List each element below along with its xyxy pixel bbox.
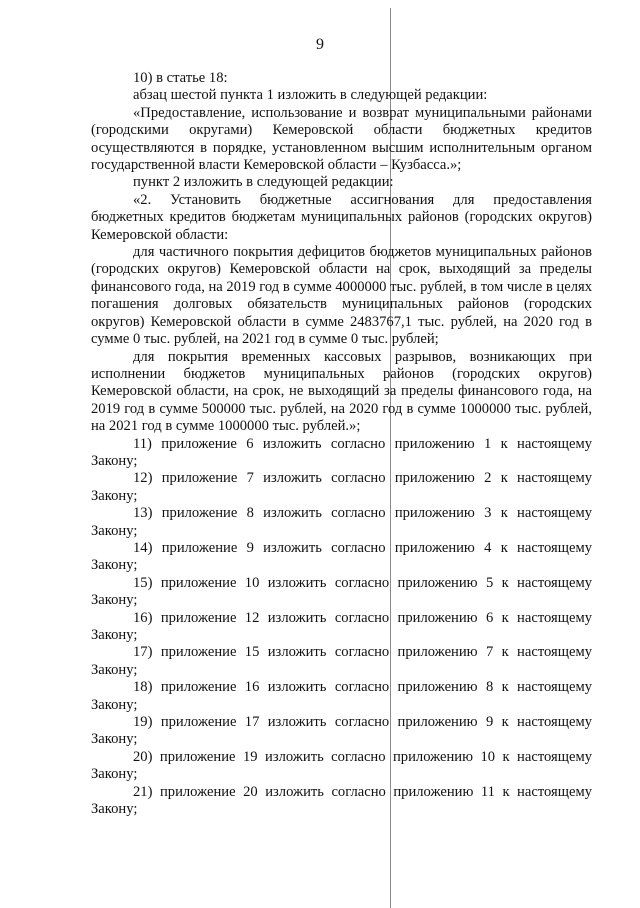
list-item-tail: Закону;: [91, 627, 138, 643]
paragraph-cash-gap-credits: для покрытия временных кассовых разрывов, возникающих при исполнении бюджетов муниципальных районов (городских округов) Кемеровской области, на срок, не выходящий за пределы финансового года, на 2019 год в сумме 500000 тыс. рублей, на 2020 год в сумме 1000000 тыс. рублей, на 2021 год в сумме 1000000 тыс. рублей.»;: [91, 348, 592, 435]
paragraph-article-18-heading: 10) в статье 18:: [133, 70, 228, 86]
paragraph-clause-6-text: «Предоставление, использование и возврат муниципальными районами (городскими округами) Кемеровской области бюджетных кредитов осуществляются в порядке, установленном высшим исполнительным органом государственной власти Кемеровской области – Кузбасса.»;: [91, 104, 592, 174]
list-item-line: 21) приложение 20 изложить согласно приложению 11 к настоящему: [133, 783, 592, 800]
list-item-tail: Закону;: [91, 696, 138, 713]
list-item: [91, 436, 592, 471]
list-item-line: 15) приложение 10 изложить согласно приложению 5 к настоящему: [133, 574, 592, 591]
paragraph-point-2-text: «2. Установить бюджетные ассигнования для предоставления бюджетных кредитов бюджетам муниципальных районов (городских округов) Кемеровской области:: [91, 191, 592, 243]
list-item: [91, 470, 592, 505]
list-item: [91, 749, 592, 784]
list-item-tail: Закону;: [91, 452, 138, 469]
list-item-line: 18) приложение 16 изложить согласно приложению 8 к настоящему: [133, 679, 592, 696]
document-body: [91, 70, 592, 818]
list-item-line: 19) приложение 17 изложить согласно приложению 9 к настоящему: [133, 714, 592, 731]
list-item-tail: Закону;: [91, 731, 138, 748]
list-item-line: 13) приложение 8 изложить согласно приложению 3 к настоящему: [133, 505, 592, 522]
paragraph-deficit-credits: для частичного покрытия дефицитов бюджетов муниципальных районов (городских округов) Кемеровской области на срок, выходящий за пределы финансового года, на 2019 год в сумме 4000000 тыс. рублей, в том числе в целях погашения долговых обязательств муниципальных районов (городских округов) Кемеровской области в сумме 2483767,1 тыс. рублей, на 2020 год в сумме 0 тыс. рублей, на 2021 год в сумме 0 тыс. рублей;: [91, 244, 592, 348]
amendment-list: [91, 436, 592, 819]
list-item-line: 20) приложение 19 изложить согласно приложению 10 к настоящему: [133, 748, 592, 765]
list-item: [91, 540, 592, 575]
list-item: [91, 644, 592, 679]
list-item: [91, 575, 592, 610]
paragraph-clause-6-intro: абзац шестой пункта 1 изложить в следующей редакции:: [133, 87, 488, 104]
list-item-tail: Закону;: [91, 661, 138, 678]
list-item: [91, 784, 592, 819]
list-item-tail: Закону;: [91, 557, 138, 574]
list-item: [91, 610, 592, 645]
list-item-line: 11) приложение 6 изложить согласно приложению 1 к настоящему: [133, 435, 592, 452]
list-item-line: 12) приложение 7 изложить согласно приложению 2 к настоящему: [133, 470, 592, 487]
list-item: [91, 679, 592, 714]
paragraph-point-2-intro: пункт 2 изложить в следующей редакции:: [133, 174, 394, 191]
list-item-tail: Закону;: [91, 487, 138, 504]
page-number: 9: [316, 36, 324, 53]
list-item: [91, 505, 592, 540]
list-item-line: 14) приложение 9 изложить согласно приложению 4 к настоящему: [133, 539, 592, 556]
list-item-line: 16) приложение 12 изложить согласно приложению 6 к настоящему: [133, 609, 592, 626]
list-item-tail: Закону;: [91, 592, 138, 609]
list-item-tail: Закону;: [91, 766, 138, 783]
list-item-tail: Закону;: [91, 801, 138, 818]
list-item: [91, 714, 592, 749]
list-item-tail: Закону;: [91, 522, 138, 539]
list-item-line: 17) приложение 15 изложить согласно приложению 7 к настоящему: [133, 644, 592, 661]
